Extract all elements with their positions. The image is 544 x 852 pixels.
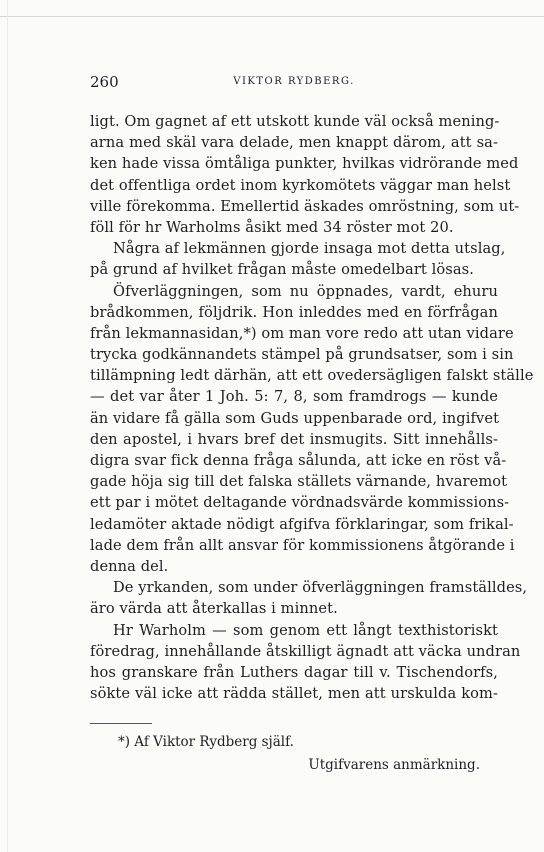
text-line: föll för hr Warholms åsikt med 34 röster mot 20. xyxy=(90,218,454,236)
text-line: ville förekomma. Emellertid äskades omröstning, som ut- xyxy=(90,197,520,215)
text-line: ken hade vissa ömtåliga punkter, hvilkas vidrörande med xyxy=(90,155,519,173)
text-line: sökte väl icke att rädda stället, men att urskulda kom- xyxy=(90,685,498,703)
text-line: Hr Warholm — som genom ett långt texthistoriskt xyxy=(113,621,498,639)
footnote-text: *) Af Viktor Rydberg själf. xyxy=(118,734,294,750)
text-line: från lekmannasidan,*) om man vore redo att utan vidare xyxy=(90,324,514,342)
text-line: lade dem från allt ansvar för kommissionens åtgörande i xyxy=(90,536,515,554)
text-line: den apostel, i hvars bref det insmugits. Sitt innehålls- xyxy=(90,430,498,448)
text-line: ett par i mötet deltagande vördnadsvärde kommissions- xyxy=(90,494,510,512)
text-line: än vidare få gälla som Guds uppenbarade ord, ingifvet xyxy=(90,409,500,427)
text-line: Öfverläggningen, som nu öppnades, vardt, ehuru xyxy=(113,282,498,300)
text-line: digra svar fick denna fråga sålunda, att icke en röst vå- xyxy=(90,452,507,469)
text-line: arna med skäl vara delade, men knappt därom, att sa- xyxy=(90,134,498,152)
text-line: — det var åter 1 Joh. 5: 7, 8, som framdrogs — kunde xyxy=(90,388,498,406)
body-text xyxy=(90,111,534,704)
text-line: ledamöter aktade nödigt afgifva förklaringar, som frikal- xyxy=(90,515,514,533)
text-line: ligt. Om gagnet af ett utskott kunde väl också mening- xyxy=(90,113,500,130)
text-line: Några af lekmännen gjorde insaga mot detta utslag, xyxy=(113,240,506,258)
text-line: trycka godkännandets stämpel på grundsatser, som i sin xyxy=(90,346,514,364)
footnote-rule xyxy=(90,723,152,724)
page-top-edge xyxy=(0,16,544,17)
page-number: 260 xyxy=(90,73,119,91)
footnote-signature: Utgifvarens anmärkning. xyxy=(308,757,480,773)
text-line: äro värda att återkallas i minnet. xyxy=(90,600,338,618)
text-line: denna del. xyxy=(90,557,169,575)
text-line: tillämpning ledt därhän, att ett ovedersägligen falskt ställe xyxy=(90,367,534,385)
text-line: gade höja sig till det falska ställets värnande, hvaremot xyxy=(90,473,508,491)
text-line: på grund af hvilket frågan måste omedelbart lösas. xyxy=(90,261,475,279)
running-title: VIKTOR RYDBERG. xyxy=(233,76,355,87)
text-line: hos granskare från Luthers dagar till v. Tischendorfs, xyxy=(90,663,498,681)
text-line: det offentliga ordet inom kyrkomötets väggar man helst xyxy=(90,176,511,194)
page-header xyxy=(90,73,498,91)
page-left-edge xyxy=(7,0,8,852)
text-line: De yrkanden, som under öfverläggningen framställdes, xyxy=(113,579,528,597)
text-line: föredrag, innehållande åtskilligt ägnadt att väcka undran xyxy=(90,642,521,660)
text-line: brådkommen, följdrik. Hon inleddes med en förfrågan xyxy=(90,303,498,321)
